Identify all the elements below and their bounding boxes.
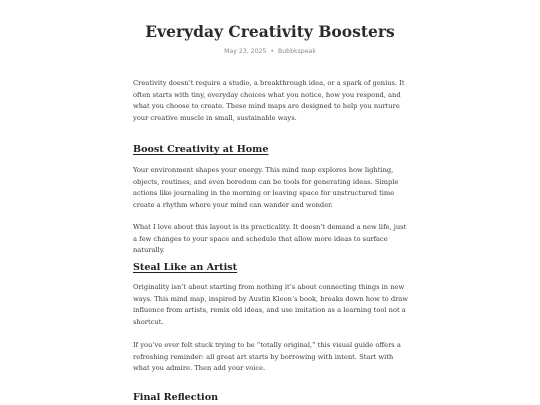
section-heading-steal-like-artist[interactable]: Steal Like an Artist	[133, 262, 238, 273]
meta-separator: •	[270, 48, 274, 55]
section-heading-boost-creativity[interactable]: Boost Creativity at Home	[133, 144, 269, 155]
post-date: May 23, 2025	[224, 48, 267, 55]
section-paragraph: What I love about this layout is its practicality. It doesn’t demand a new life, just a few changes to your space and schedule that allow more ideas to surface naturally.	[133, 223, 407, 254]
intro-paragraph: Creativity doesn’t require a studio, a breakthrough idea, or a spark of genius. It often starts with tiny, everyday choices what you notice, how you respond, and what you choose to create. These mind maps are designed to help you nurture your creative muscle in small, sustainable ways.	[133, 79, 405, 122]
post-title: Everyday Creativity Boosters	[145, 22, 395, 41]
post-meta	[0, 47, 540, 57]
section-paragraph: If you’ve ever felt stuck trying to be “totally original,” this visual guide offers a refreshing reminder: all great art starts by borrowing with intent. Start with what you admire. Then add your voice.	[133, 341, 401, 372]
section-paragraph: Your environment shapes your energy. This mind map explores how lighting, objects, routines, and even boredom can be tools for generating ideas. Simple actions like journaling in the morning or leaving space for unstructured time create a rhythm where your mind can wander and wonder.	[133, 166, 399, 209]
section-heading-final-reflection: Final Reflection	[133, 392, 219, 403]
author-link[interactable]: Bubbkspeak	[277, 48, 316, 55]
section-paragraph: Originality isn’t about starting from nothing it’s about connecting things in new ways. This mind map, inspired by Austin Kleon’s book, breaks down how to draw influence from artists, remix old ideas, and use imitation as a learning tool not a shortcut.	[133, 283, 409, 326]
